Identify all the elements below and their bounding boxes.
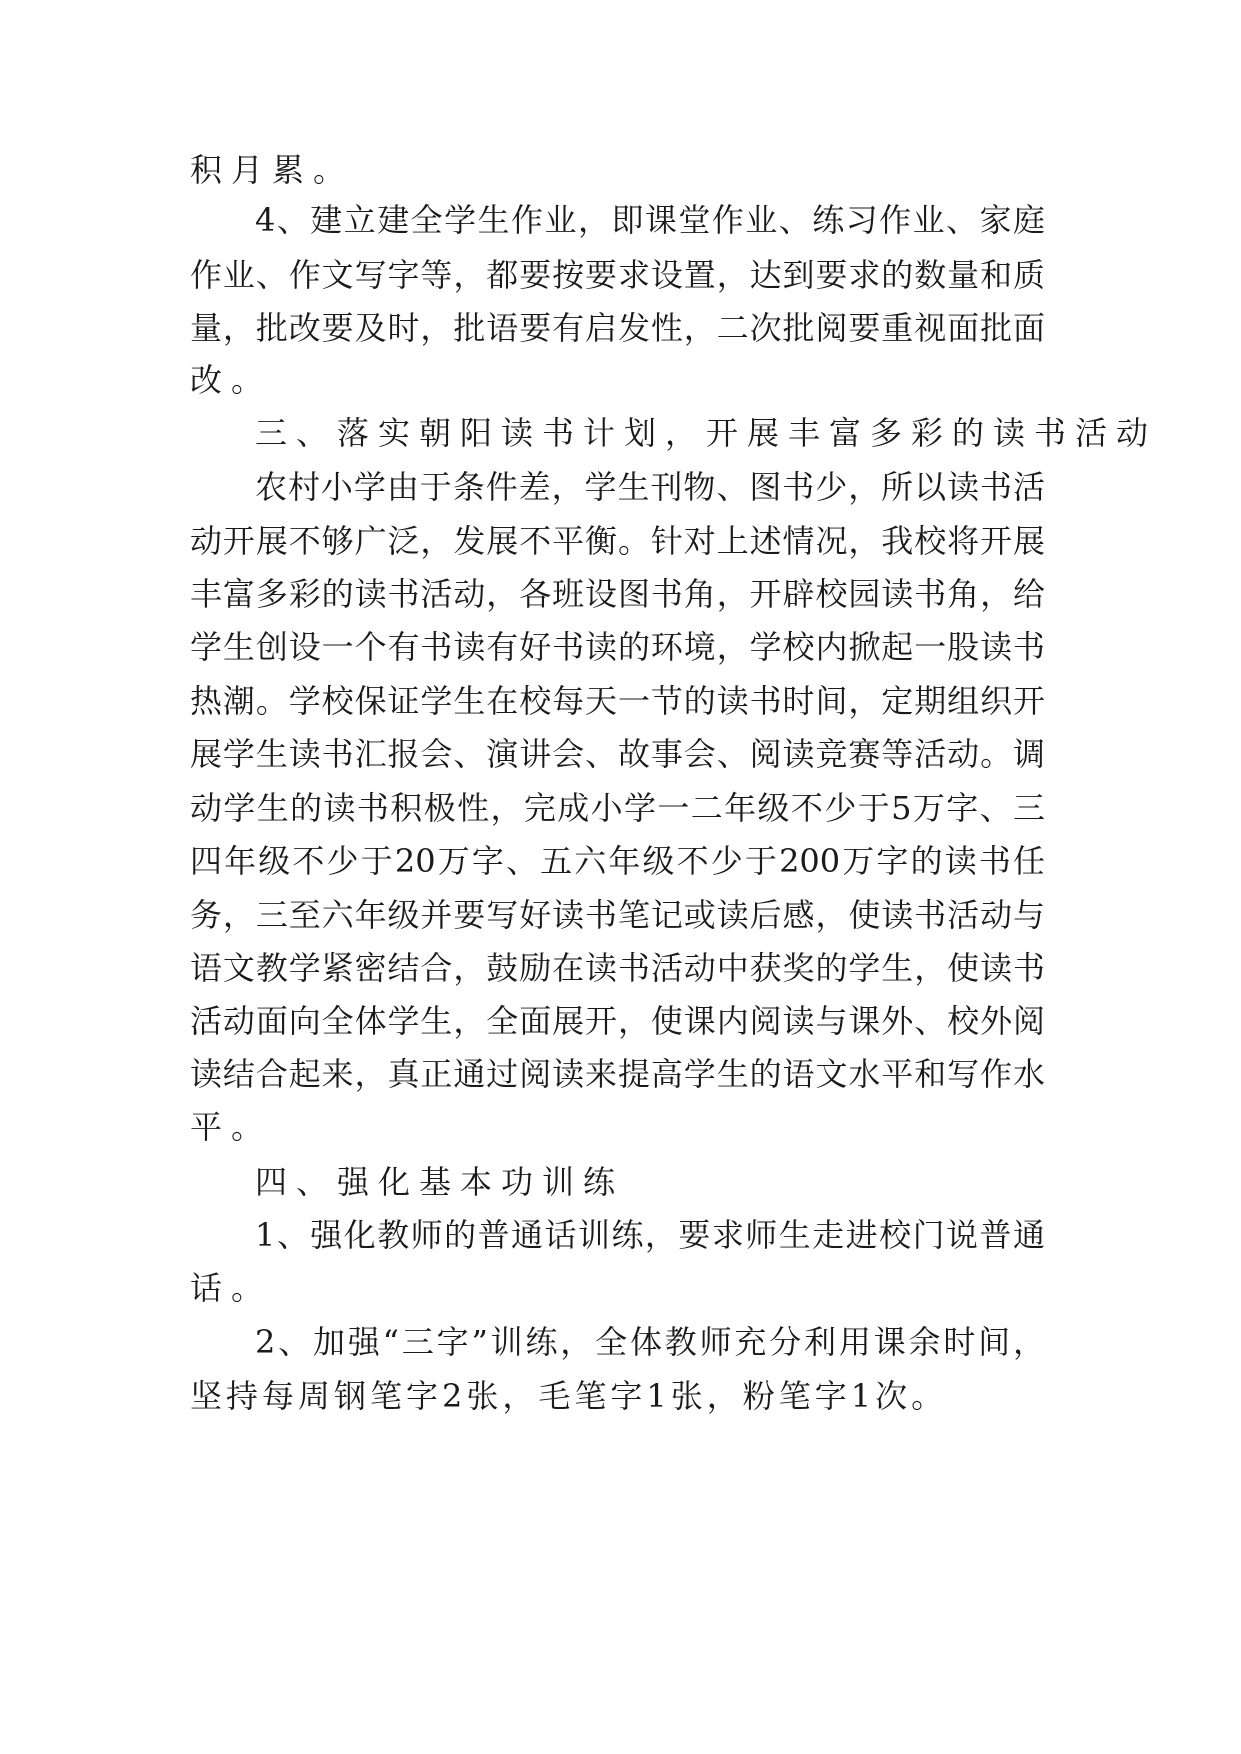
text-line: 学生创设一个有书读有好书读的环境，学校内掀起一股读书 (190, 628, 1045, 666)
text-line: 坚持每周钢笔字2张，毛笔字1张，粉笔字1次。 (190, 1377, 948, 1415)
text-line: 作业、作文写字等，都要按要求设置，达到要求的数量和质 (190, 256, 1045, 294)
text-line: 1、强化教师的普通话训练，要求师生走进校门说普通 (255, 1216, 1045, 1254)
text-line: 热潮。学校保证学生在校每天一节的读书时间，定期组织开 (190, 682, 1045, 720)
text-line: 2、加强“三字”训练，全体教师充分利用课余时间， (255, 1323, 1045, 1361)
text-line: 农村小学由于条件差，学生刊物、图书少，所以读书活 (255, 468, 1045, 506)
text-line: 平。 (190, 1108, 273, 1146)
text-line: 读结合起来，真正通过阅读来提高学生的语文水平和写作水 (190, 1055, 1045, 1093)
text-line: 语文教学紧密结合，鼓励在读书活动中获奖的学生，使读书 (190, 949, 1045, 987)
text-line: 动学生的读书积极性，完成小学一二年级不少于5万字、三 (190, 789, 1045, 827)
text-line: 改。 (190, 361, 273, 399)
text-line: 积月累。 (190, 151, 355, 189)
text-line: 4、建立建全学生作业，即课堂作业、练习作业、家庭 (255, 201, 1045, 239)
text-line: 量，批改要及时，批语要有启发性，二次批阅要重视面批面 (190, 309, 1045, 347)
section-heading: 三、落实朝阳读书计划，开展丰富多彩的读书活动 (255, 414, 1158, 452)
text-line: 活动面向全体学生，全面展开，使课内阅读与课外、校外阅 (190, 1002, 1045, 1040)
text-line: 务，三至六年级并要写好读书笔记或读后感，使读书活动与 (190, 896, 1045, 934)
text-line: 四年级不少于20万字、五六年级不少于200万字的读书任 (190, 842, 1045, 880)
text-line: 动开展不够广泛，发展不平衡。针对上述情况，我校将开展 (190, 522, 1045, 560)
text-line: 话。 (190, 1269, 273, 1307)
text-line: 展学生读书汇报会、演讲会、故事会、阅读竞赛等活动。调 (190, 735, 1045, 773)
section-heading: 四、强化基本功训练 (255, 1163, 625, 1201)
text-line: 丰富多彩的读书活动，各班设图书角，开辟校园读书角，给 (190, 575, 1045, 613)
